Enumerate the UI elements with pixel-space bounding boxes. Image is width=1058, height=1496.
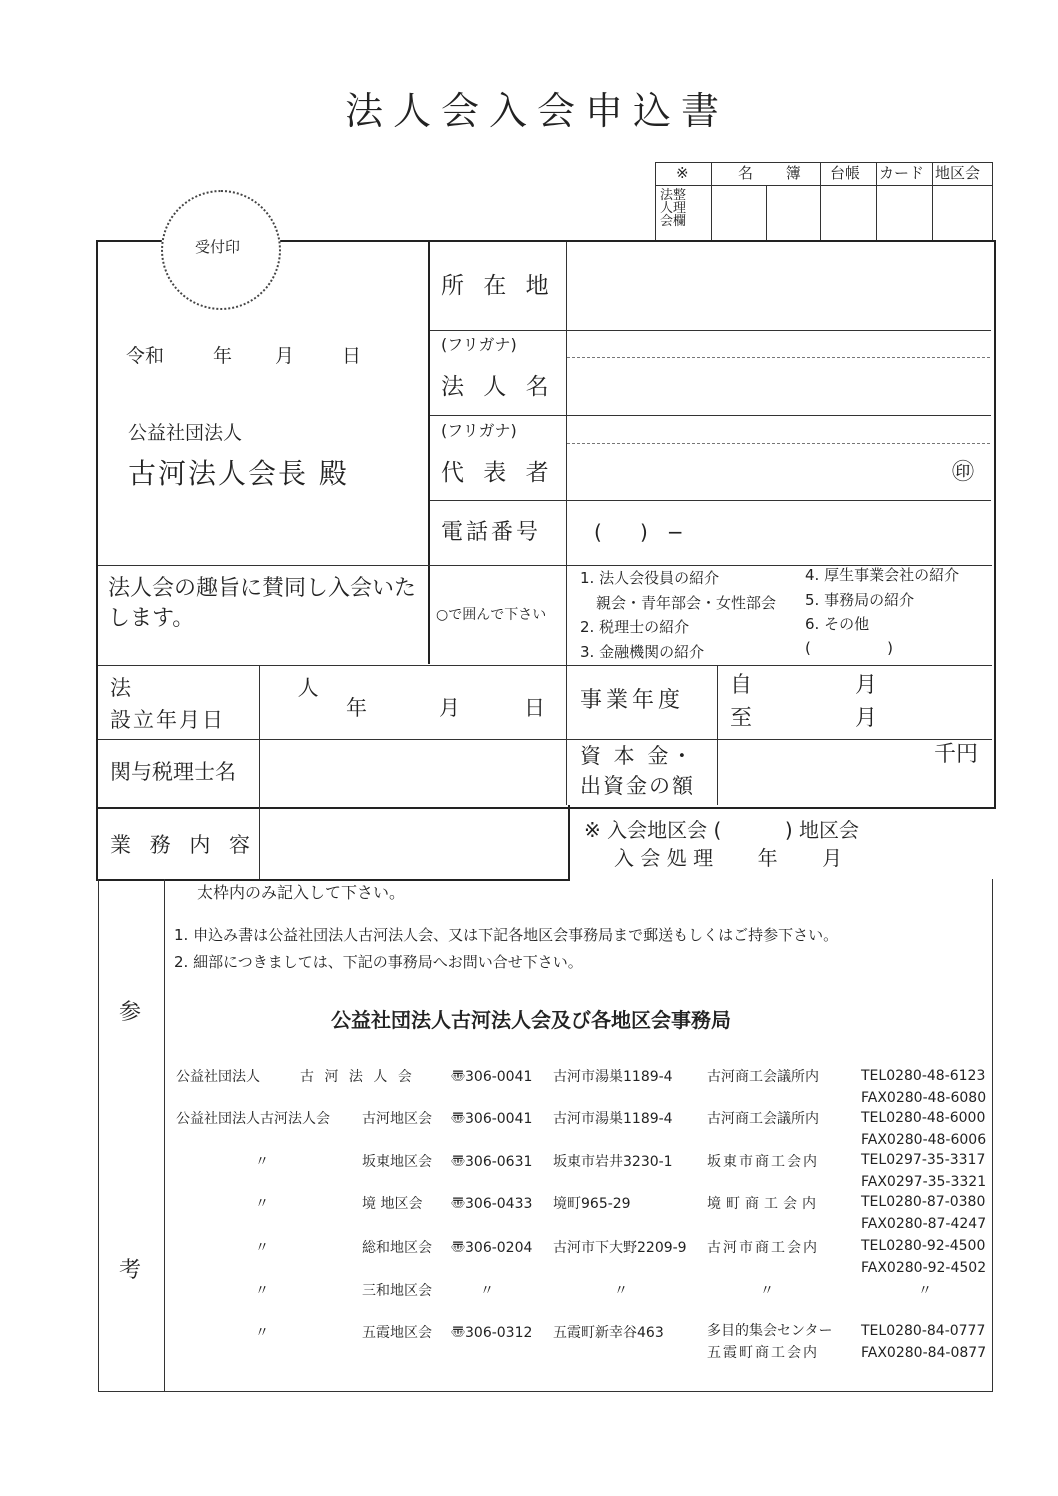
office-zip: 〃 xyxy=(480,1283,494,1299)
capital-unit: 千円 xyxy=(934,742,979,767)
date-year: 年 xyxy=(213,345,233,367)
note-1: 1. 申込み書は公益社団法人古河法人会、又は下記各地区会事務局まで郵送もしくはご持参下さい。 xyxy=(174,926,839,944)
era-label: 令和 xyxy=(126,345,165,367)
circle-instruction: ○で囲んで下さい xyxy=(436,607,547,623)
seal-mark: ㊞ xyxy=(952,460,975,485)
office-place-2: 五霞町商工会内 xyxy=(707,1345,819,1361)
office-address: 古河市湯巣1189-4 xyxy=(553,1069,673,1085)
establishment-label-2: 設立年月日 xyxy=(110,708,225,732)
referral-4: 4. 厚生事業会社の紹介 xyxy=(805,566,960,584)
furigana-label-1: (フリガナ) xyxy=(441,335,517,354)
office-name: 古河地区会 xyxy=(362,1111,432,1127)
office-header-roster: 名 簿 xyxy=(738,164,815,182)
office-place: 多目的集会センター xyxy=(707,1323,833,1339)
referral-2: 2. 税理士の紹介 xyxy=(580,618,690,636)
office-address: 坂東市岩井3230-1 xyxy=(553,1154,673,1170)
office-address: 〃 xyxy=(614,1283,628,1299)
phone-label: 電話番号 xyxy=(441,520,542,545)
addressee-name: 古河法人会長 殿 xyxy=(128,457,349,490)
office-tel: TEL0297-35-3317 xyxy=(861,1152,986,1168)
office-tel: TEL0280-48-6000 xyxy=(861,1110,986,1126)
office-place: 古河商工会議所内 xyxy=(707,1111,819,1127)
office-name: 三和地区会 xyxy=(362,1283,432,1299)
offices-heading: 公益社団法人古河法人会及び各地区会事務局 xyxy=(331,1008,731,1032)
referral-5: 5. 事務局の紹介 xyxy=(805,591,915,609)
establishment-label-1: 法 人 xyxy=(110,676,399,700)
office-fax: FAX0280-48-6080 xyxy=(861,1090,987,1106)
declaration: 法人会の趣旨に賛同し入会いたします。 xyxy=(108,576,417,631)
office-zip: 〠306-0041 xyxy=(451,1069,533,1085)
page-title: 法人会入会申込書 xyxy=(345,89,730,133)
office-name: 古 河 法 人 会 xyxy=(300,1069,415,1085)
stamp-label: 受付印 xyxy=(195,238,241,256)
office-tel: TEL0280-92-4500 xyxy=(861,1238,986,1254)
furigana-label-2: (フリガナ) xyxy=(441,421,517,440)
office-mark: ※ xyxy=(676,164,689,182)
office-fax: FAX0280-92-4502 xyxy=(861,1260,987,1276)
office-place: 古河市商工会内 xyxy=(707,1240,819,1256)
office-place: 古河商工会議所内 xyxy=(707,1069,819,1085)
office-address: 古河市湯巣1189-4 xyxy=(553,1111,673,1127)
office-header-card: カード xyxy=(879,164,925,182)
office-zip: 〠306-0204 xyxy=(451,1240,533,1256)
note-2: 2. 細部につきましては、下記の事務局へお問い合せ下さい。 xyxy=(174,953,583,971)
bold-frame-note: 太枠内のみ記入して下さい。 xyxy=(197,883,406,902)
addressee-org: 公益社団法人 xyxy=(128,422,243,444)
establishment-year: 年 xyxy=(346,696,367,720)
location-label: 所 在 地 xyxy=(441,273,555,299)
office-place: 〃 xyxy=(760,1283,774,1299)
office-org: 公益社団法人古河法人会 xyxy=(176,1111,330,1127)
referral-6: 6. その他 xyxy=(805,615,870,633)
office-header-ledger: 台帳 xyxy=(830,164,861,182)
office-name: 五霞地区会 xyxy=(362,1325,432,1341)
office-name: 境 地区会 xyxy=(362,1196,423,1212)
reference-side-top: 参 xyxy=(119,1000,142,1025)
corp-name-label: 法 人 名 xyxy=(441,374,555,400)
fiscal-from: 自 xyxy=(730,673,753,698)
fiscal-from-month: 月 xyxy=(855,673,878,698)
office-fax: FAX0297-35-3321 xyxy=(861,1174,987,1190)
office-place: 境町商工会内 xyxy=(707,1196,821,1212)
referral-1-detail: 親会・青年部会・女性部会 xyxy=(596,594,777,612)
office-place: 坂東市商工会内 xyxy=(707,1154,819,1170)
office-fax: FAX0280-84-0877 xyxy=(861,1345,987,1361)
office-fax: FAX0280-48-6006 xyxy=(861,1132,987,1148)
establishment-month: 月 xyxy=(439,696,460,720)
office-org: 〃 xyxy=(255,1283,269,1299)
office-org: 〃 xyxy=(255,1240,269,1256)
reference-side-bottom: 考 xyxy=(119,1258,142,1283)
referral-6-blank: ( ) xyxy=(805,639,893,657)
capital-label-1: 資 本 金・ xyxy=(580,744,696,768)
office-name: 総和地区会 xyxy=(362,1240,432,1256)
establishment-day: 日 xyxy=(524,696,545,720)
office-zip: 〠306-0041 xyxy=(451,1111,533,1127)
phone-format: ( ) − xyxy=(594,520,684,544)
district-note-2: 入 会 処 理 年 月 xyxy=(614,846,843,870)
district-note-1: ※ 入会地区会 ( ) 地区会 xyxy=(584,818,860,842)
office-org: 〃 xyxy=(255,1325,269,1341)
office-org: 〃 xyxy=(255,1196,269,1212)
tax-accountant-label: 関与税理士名 xyxy=(110,760,236,784)
office-org: 公益社団法人 xyxy=(176,1069,260,1085)
office-tel: TEL0280-84-0777 xyxy=(861,1323,986,1339)
date-month: 月 xyxy=(275,345,295,367)
office-zip: 〠306-0631 xyxy=(451,1154,533,1170)
fiscal-to-month: 月 xyxy=(855,706,878,731)
business-label: 業 務 内 容 xyxy=(110,833,257,857)
office-tel: TEL0280-87-0380 xyxy=(861,1194,986,1210)
office-tel: 〃 xyxy=(918,1283,932,1299)
fiscal-year-label: 事業年度 xyxy=(580,688,685,713)
referral-3: 3. 金融機関の紹介 xyxy=(580,643,705,661)
representative-label: 代 表 者 xyxy=(441,460,555,486)
office-address: 古河市下大野2209-9 xyxy=(553,1240,687,1256)
office-header-district: 地区会 xyxy=(935,164,981,182)
office-tel: TEL0280-48-6123 xyxy=(861,1068,986,1084)
date-day: 日 xyxy=(342,345,362,367)
office-zip: 〠306-0312 xyxy=(451,1325,533,1341)
referral-1: 1. 法人会役員の紹介 xyxy=(580,569,720,587)
office-address: 五霞町新幸谷463 xyxy=(553,1325,664,1341)
office-name: 坂東地区会 xyxy=(362,1154,432,1170)
office-zip: 〠306-0433 xyxy=(451,1196,533,1212)
capital-label-2: 出資金の額 xyxy=(580,774,695,798)
office-address: 境町965-29 xyxy=(553,1196,631,1212)
office-org: 〃 xyxy=(255,1154,269,1170)
office-row-label: 法整人理会欄 xyxy=(660,188,687,229)
fiscal-to: 至 xyxy=(730,706,753,731)
office-fax: FAX0280-87-4247 xyxy=(861,1216,987,1232)
